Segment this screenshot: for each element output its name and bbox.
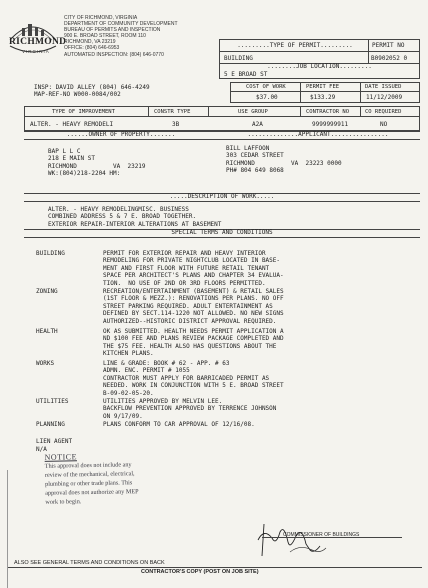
term-line: MENT AND FIRST FLOOR WITH FUTURE RETAIL TENANT — [103, 264, 270, 272]
date-issued-value: 11/12/2009 — [366, 94, 403, 101]
utilities-label: UTILITIES — [36, 398, 69, 405]
inspector-line: INSP: DAVID ALLEY (804) 646-4249 — [34, 84, 150, 91]
logo-wordmark: RICHMOND — [9, 37, 67, 47]
agency-line: AUTOMATED INSPECTION: (804) 646-0770 — [64, 51, 164, 58]
use-group-value: A2A — [252, 121, 263, 128]
term-line: DEFINED BY SECT.114-1220 NOT ALLOWED. NO NEW SIGNS — [103, 310, 284, 318]
job-location-value: 5 E BROAD ST — [224, 71, 268, 78]
logo-subtext: VIRGINIA — [22, 49, 50, 54]
health-terms — [103, 328, 284, 358]
description-line: COMBINED ADDRESS 5 & 7 E. BROAD TOGETHER. — [48, 213, 197, 221]
applicant-city: RICHMOND VA 23223 0000 — [226, 159, 342, 167]
improvement-type-value: ALTER. - HEAVY REMODELI — [30, 121, 114, 128]
co-required-header: CO REQUIRED — [365, 109, 402, 115]
constr-type-value: 3B — [172, 121, 180, 128]
agency-line: 900 E. BROAD STREET, ROOM 110 — [64, 33, 146, 40]
signature — [250, 520, 330, 560]
description-block — [48, 206, 221, 228]
building-terms — [103, 250, 284, 287]
agency-line: CITY OF RICHMOND, VIRGINIA — [64, 15, 138, 21]
agency-line: DEPARTMENT OF COMMUNITY DEVELOPMENT — [64, 21, 178, 28]
planning-terms — [103, 421, 255, 428]
constr-type-header: CONSTR TYPE — [154, 109, 191, 115]
job-location-header: ........JOB LOCATION......... — [267, 63, 372, 70]
owner-city: RICHMOND VA 23219 — [48, 162, 146, 170]
term-line: THE $75 FEE. HEALTH ALSO HAS QUESTIONS ABOUT THE — [103, 342, 277, 350]
notice-title: NOTICE — [44, 452, 78, 462]
zoning-label: ZONING — [36, 288, 58, 295]
notice-line: review of the mechanical, electrical, — [44, 470, 135, 479]
agency-address — [64, 15, 178, 58]
term-line: ON 9/17/09. — [103, 412, 143, 420]
cost-of-work-header: COST OF WORK — [246, 84, 286, 90]
date-issued-header: DATE ISSUED — [365, 84, 402, 90]
map-ref-line: MAP-REF-NO W000-0084/002 — [34, 91, 121, 98]
co-required-value: NO — [380, 121, 388, 128]
owner-phone: WK:(804)218-2204 HM: — [48, 170, 121, 178]
permit-type-value: BUILDING — [224, 55, 253, 62]
term-line: PERMIT FOR EXTERIOR REPAIR AND HEAVY INTERIOR — [103, 250, 266, 257]
cost-of-work-value: $37.00 — [256, 94, 278, 101]
agency-line: OFFICE: (804) 646-6953 — [64, 45, 120, 52]
owner-name: BAP L L C — [48, 148, 81, 155]
owner-header: ......OWNER OF PROPERTY....... — [66, 131, 176, 138]
term-line: SPACE PER ARCHITECT'S PLANS AND CHAPTER 34 EVALUA- — [103, 272, 284, 280]
building-label: BUILDING — [36, 250, 65, 257]
permit-fee-value: $133.29 — [310, 94, 336, 101]
contractor-copy-label: CONTRACTOR'S COPY (POST ON JOB SITE) — [141, 569, 259, 575]
term-line: STREET PARKING REQUIRED. ADULT ENTERTAINMENT AS — [103, 302, 273, 310]
term-line: PLANS CONFORM TO CAR APPROVAL OF 12/16/08. — [103, 421, 255, 428]
term-line: KITCHEN PLANS. — [103, 350, 154, 358]
owner-block — [48, 148, 146, 178]
zoning-terms — [103, 288, 284, 325]
description-header: .....DESCRIPTION OF WORK..... — [169, 193, 275, 200]
term-line: ADMN. ENC. PERMIT # 1055 — [103, 367, 190, 375]
applicant-header: ..............APPLICANT................ — [247, 131, 389, 138]
agency-line: RICHMOND, VA 23219 — [64, 39, 116, 46]
applicant-block — [226, 145, 342, 175]
applicant-phone: PH# 804 649 8068 — [226, 167, 284, 175]
contractor-no-value: 9999999911 — [312, 121, 349, 128]
commissioner-caption: COMMISSIONER OF BUILDINGS — [283, 532, 360, 538]
type-of-improvement-header: TYPE OF IMPROVEMENT — [52, 109, 115, 115]
permit-fee-header: PERMIT FEE — [306, 84, 340, 90]
description-line: EXTERIOR REPAIR-INTERIOR ALTERATIONS AT BASEMENT — [48, 220, 222, 228]
special-terms-header: SPECIAL TERMS AND CONDITIONS — [171, 229, 273, 236]
term-line: BACKFLOW PREVENTION APPROVED BY TERRENCE JOHNSON — [103, 405, 277, 413]
contractor-no-header: CONTRACTOR NO — [306, 109, 350, 115]
planning-label: PLANNING — [36, 421, 65, 428]
works-label: WORKS — [36, 360, 55, 367]
utilities-terms — [103, 398, 276, 420]
term-line: OK AS SUBMITTED. HEALTH NEEDS PERMIT APPLICATION A — [103, 328, 284, 335]
owner-street: 218 E MAIN ST — [48, 155, 95, 163]
notice-line: This approval does not include any — [44, 461, 132, 470]
term-line: ND $100 FEE AND PLANS REVIEW PACKAGE COMPLETED AND — [103, 335, 284, 343]
term-line: AUTHORIZED--HISTORIC DISTRICT APPROVAL REQUIRED. — [103, 317, 277, 325]
term-line: B-09-02-05-20. — [103, 389, 154, 397]
term-line: TION. NO USE OF 2ND OR 3RD FLOORS PERMITTED. — [103, 279, 266, 287]
notice-line: plumbing or other trade plans. This — [45, 479, 133, 488]
see-reverse-note: ALSO SEE GENERAL TERMS AND CONDITIONS ON BACK — [14, 560, 165, 566]
term-line: RECREATION/ENTERTAINMENT (BASEMENT) & RETAIL SALES — [103, 288, 284, 295]
term-line: LINE & GRADE: BOOK # 62 - APP. # 63 — [103, 360, 230, 367]
use-group-header: USE GROUP — [238, 109, 268, 115]
notice-line: work to begin. — [45, 498, 82, 506]
applicant-name: BILL LAFFOON — [226, 145, 270, 152]
lien-agent-value: N/A — [36, 446, 47, 453]
agency-line: BUREAU OF PERMITS AND INSPECTION — [64, 27, 161, 34]
term-line: (1ST FLOOR & MEZZ.): RENOVATIONS PER PLANS. NO OFF — [103, 295, 284, 303]
permit-no-header: PERMIT NO — [372, 42, 405, 49]
term-line: REMODELING FOR PRIVATE NIGHTCLUB LOCATED IN BASE- — [103, 257, 281, 265]
notice-line: approval does not authorize any MEP — [45, 488, 139, 497]
term-line: NEEDED. WORK IN CONJUNCTION WITH 5 E. BROAD STREET — [103, 382, 284, 390]
permit-number: B0902052 0 — [371, 55, 408, 62]
term-line: CONTRACTOR MUST APPLY FOR BARRICADED PERMIT AS — [103, 374, 270, 382]
works-terms — [103, 360, 284, 397]
applicant-street: 303 CEDAR STREET — [226, 152, 284, 160]
health-label: HEALTH — [36, 328, 58, 335]
description-line: ALTER. - HEAVY REMODELINGMISC. BUSINESS — [48, 206, 189, 213]
term-line: UTILITIES APPROVED BY MELVIN LEE. — [103, 398, 223, 405]
notice-stamp — [45, 451, 139, 507]
lien-agent-label: LIEN AGENT — [36, 438, 73, 445]
permit-type-header: .........TYPE OF PERMIT......... — [237, 42, 353, 49]
